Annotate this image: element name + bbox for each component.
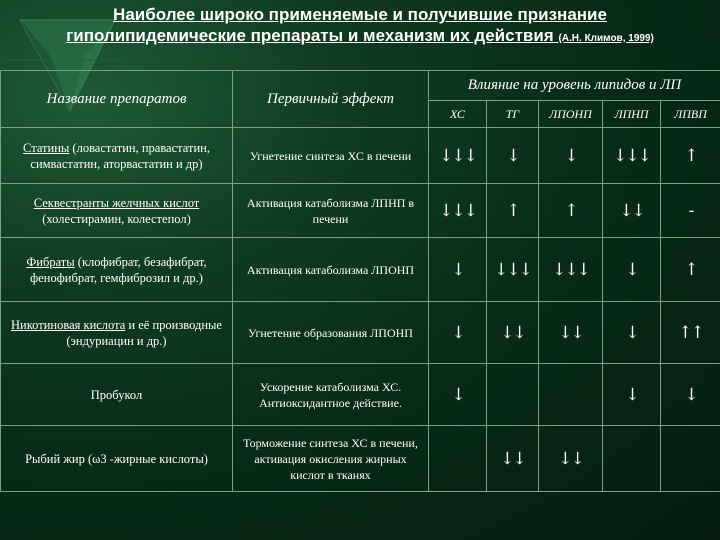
drug-examples: (холестирамин, колестепол) xyxy=(42,211,191,226)
page-title xyxy=(0,4,720,49)
title-line-2-text: гиполипидемические препараты и механизм их действия xyxy=(66,26,554,45)
table-row xyxy=(1,184,720,238)
value-lponp: ↓↓ xyxy=(539,302,603,364)
drug-class: Секвестранты желчных кислот xyxy=(33,195,200,210)
value-lpnp: ↓ xyxy=(603,302,661,364)
value-tg: ↓↓↓ xyxy=(487,238,539,302)
primary-effect: Активация катаболизма ЛПОНП xyxy=(233,238,429,302)
drugs-table xyxy=(0,70,720,492)
drug-name xyxy=(1,426,233,492)
table-row xyxy=(1,426,720,492)
header-col-tg: ТГ xyxy=(487,101,539,128)
value-hs: ↓ xyxy=(429,302,487,364)
value-lpvp: ↑ xyxy=(661,238,720,302)
drug-name xyxy=(1,302,233,364)
value-lpvp: ↑ xyxy=(661,128,720,184)
title-line-2 xyxy=(0,25,720,49)
value-tg: ↑ xyxy=(487,184,539,238)
value-tg: ↓ xyxy=(487,128,539,184)
table-row xyxy=(1,364,720,426)
value-lpvp: ↓ xyxy=(661,364,720,426)
primary-effect: Торможение синтеза ХС в печени, активация окисления жирных кислот в тканях xyxy=(233,426,429,492)
value-hs xyxy=(429,426,487,492)
primary-effect: Ускорение катаболизма ХС. Антиоксидантное действие. xyxy=(233,364,429,426)
header-effect: Первичный эффект xyxy=(233,71,429,128)
value-tg: ↓↓ xyxy=(487,426,539,492)
value-hs: ↓ xyxy=(429,238,487,302)
value-lpnp: ↓↓ xyxy=(603,184,661,238)
title-citation: (А.Н. Климов, 1999) xyxy=(558,33,654,44)
drug-class: Пробукол xyxy=(90,387,143,402)
drug-class: Никотиновая кислота xyxy=(11,317,126,332)
value-hs: ↓↓↓ xyxy=(429,128,487,184)
title-line-1: Наиболее широко применяемые и получившие признание xyxy=(113,5,607,24)
header-col-hs: ХС xyxy=(429,101,487,128)
table-row xyxy=(1,302,720,364)
drug-name xyxy=(1,184,233,238)
drug-examples: (ловастатин, правастатин, симвастатин, аторвастатин и др) xyxy=(30,140,210,171)
value-hs: ↓↓↓ xyxy=(429,184,487,238)
drug-name xyxy=(1,128,233,184)
value-lpnp xyxy=(603,426,661,492)
header-col-lpvp: ЛПВП xyxy=(661,101,720,128)
value-lponp: ↑ xyxy=(539,184,603,238)
primary-effect: Активация катаболизма ЛПНП в печени xyxy=(233,184,429,238)
drug-examples: и её производные (эндуриацин и др.) xyxy=(66,317,222,348)
header-col-lponp: ЛПОНП xyxy=(539,101,603,128)
header-col-lpnp: ЛПНП xyxy=(603,101,661,128)
value-lponp: ↓↓↓ xyxy=(539,238,603,302)
value-lpvp: ↑↑ xyxy=(661,302,720,364)
header-lipids: Влияние на уровень липидов и ЛП xyxy=(429,71,720,101)
value-lpnp: ↓↓↓ xyxy=(603,128,661,184)
value-lponp: ↓↓ xyxy=(539,426,603,492)
drug-examples: (клофибрат, безафибрат, фенофибрат, гемфиброзил и др.) xyxy=(30,254,207,285)
primary-effect: Угнетение синтеза ХС в печени xyxy=(233,128,429,184)
header-name: Название препаратов xyxy=(1,71,233,128)
drug-class: Статины xyxy=(23,140,70,155)
value-tg: ↓↓ xyxy=(487,302,539,364)
value-tg xyxy=(487,364,539,426)
drug-name xyxy=(1,238,233,302)
value-lpnp: ↓ xyxy=(603,238,661,302)
table-row xyxy=(1,238,720,302)
drug-class: Рыбий жир (ω3 -жирные кислоты) xyxy=(25,451,208,466)
value-lpvp xyxy=(661,426,720,492)
value-lpnp: ↓ xyxy=(603,364,661,426)
primary-effect: Угнетение образования ЛПОНП xyxy=(233,302,429,364)
value-lponp xyxy=(539,364,603,426)
value-lponp: ↓ xyxy=(539,128,603,184)
value-lpvp: - xyxy=(661,184,720,238)
drug-class: Фибраты xyxy=(26,254,75,269)
table-row xyxy=(1,128,720,184)
value-hs: ↓ xyxy=(429,364,487,426)
drug-name xyxy=(1,364,233,426)
